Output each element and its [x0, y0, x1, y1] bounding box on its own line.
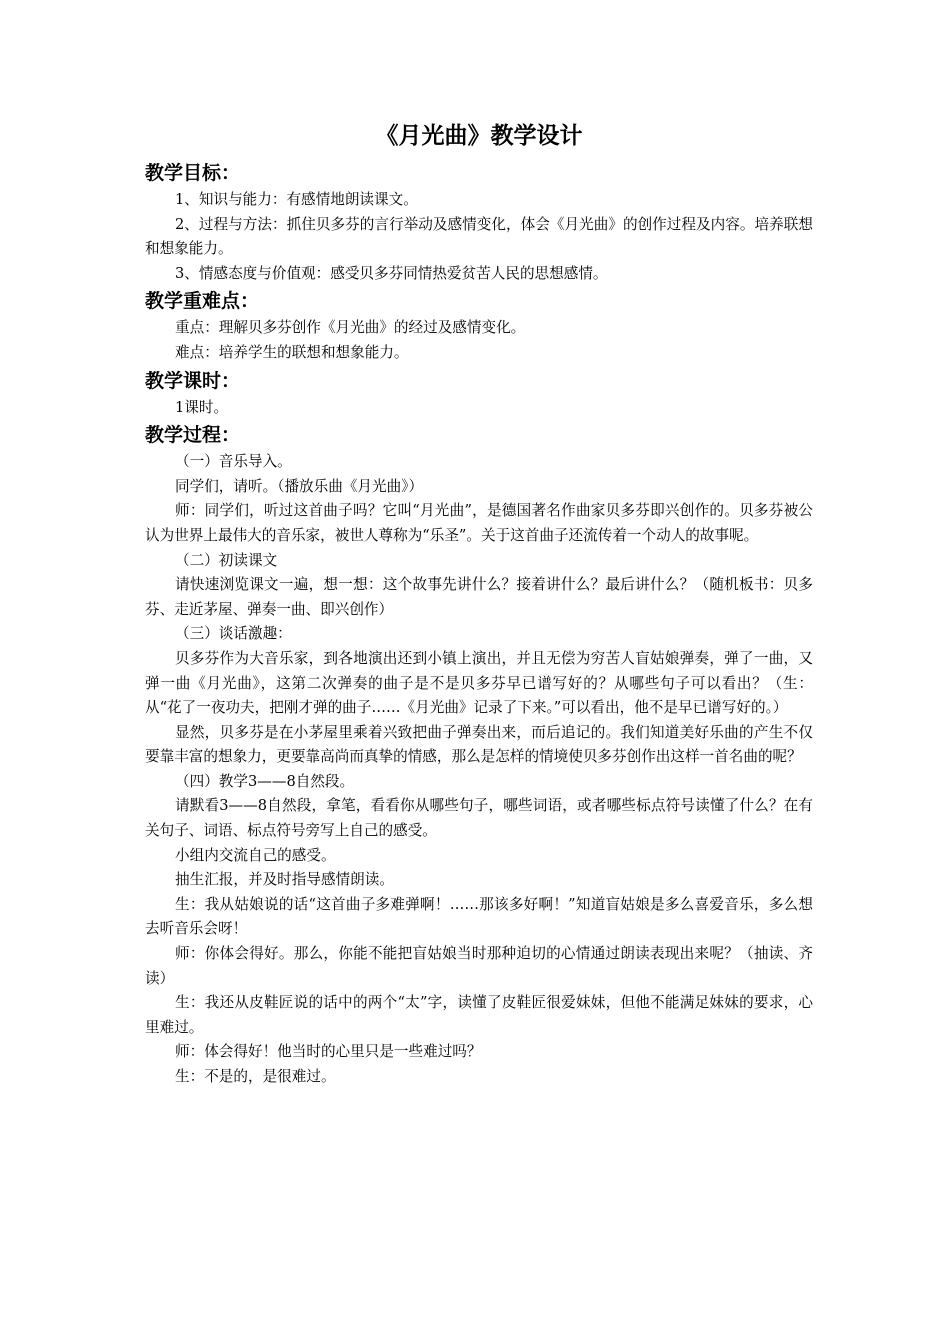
paragraph: 抽生汇报，并及时指导感情朗读。: [175, 871, 394, 889]
paragraph: 生：不是的，是很难过。: [175, 1068, 336, 1085]
paragraph: 师：体会得好！他当时的心里只是一些难过吗？: [175, 1043, 482, 1061]
paragraph: 难点：培养学生的联想和想象能力。: [175, 343, 409, 361]
paragraph: 1课时。: [175, 398, 229, 416]
paragraph: 小组内交流自己的感受。: [175, 846, 336, 864]
paragraph: 贝多芬作为大音乐家，到各地演出还到小镇上演出，并且无偿为穷苦人盲姑娘弹奏，弹了一曲，又弹一曲《月光曲》，这第二次弹奏的曲子是不是贝多芬早已谱写好的？从哪些句子可以看出？（生：从“花了一夜功夫，把刚才弹的曲子……《月光曲》记录了下来。”可以看出，他不是早已谱写好的。）: [145, 649, 813, 717]
paragraph: 2、过程与方法：抓住贝多芬的言行举动及感情变化，体会《月光曲》的创作过程及内容。培养联想和想象能力。: [145, 215, 813, 258]
section-heading-objectives: 教学目标：: [145, 162, 241, 184]
paragraph: 生：我从姑娘说的话“这首曲子多难弹啊！……那该多好啊！”知道盲姑娘是多么喜爱音乐，多么想去听音乐会呀！: [145, 895, 813, 938]
paragraph: （三）谈话激趣：: [175, 625, 292, 643]
paragraph: （一）音乐导入。: [175, 453, 292, 471]
section-heading-process: 教学过程：: [145, 424, 241, 447]
paragraph: 师：你体会得好。那么，你能不能把盲姑娘当时那种迫切的心情通过朗读表现出来呢？（抽读、齐读）: [145, 945, 813, 987]
section-heading-key-points: 教学重难点：: [145, 290, 260, 313]
paragraph: 生：我还从皮鞋匠说的话中的两个“太”字，读懂了皮鞋匠很爱妹妹，但他不能满足妹妹的要求，心里难过。: [145, 994, 813, 1036]
paragraph: 同学们，请听。（播放乐曲《月光曲》）: [175, 477, 424, 495]
paragraph: 师：同学们，听过这首曲子吗？它叫“月光曲”，是德国著名作曲家贝多芬即兴创作的。贝多芬被公认为世界上最伟大的音乐家，被世人尊称为“乐圣”。关于这首曲子还流传着一个动人的故事呢。: [145, 502, 813, 544]
document-title: 《月光曲》教学设计: [375, 123, 583, 149]
document-page: [145, 118, 813, 1090]
paragraph: 重点：理解贝多芬创作《月光曲》的经过及感情变化。: [175, 319, 526, 337]
paragraph: 请快速浏览课文一遍，想一想：这个故事先讲什么？接着讲什么？最后讲什么？（随机板书：贝多芬、走近茅屋、弹奏一曲、即兴创作）: [145, 576, 813, 618]
paragraph: 请默看3——8自然段，拿笔，看看你从哪些句子，哪些词语，或者哪些标点符号读懂了什么？在有关句子、词语、标点符号旁写上自己的感受。: [145, 797, 813, 840]
paragraph: （二）初读课文: [175, 551, 278, 569]
section-heading-hours: 教学课时：: [145, 369, 241, 392]
paragraph: 显然，贝多芬是在小茅屋里乘着兴致把曲子弹奏出来，而后追记的。我们知道美好乐曲的产生不仅要靠丰富的想象力，更要靠高尚而真挚的情感，那么是怎样的情境使贝多芬创作出这样一首名曲的呢？: [145, 723, 813, 766]
paragraph: 3、情感态度与价值观：感受贝多芬同情热爱贫苦人民的思想感情。: [175, 264, 608, 282]
paragraph: （四）教学3——8自然段。: [175, 772, 355, 790]
paragraph: 1、知识与能力：有感情地朗读课文。: [175, 191, 418, 208]
